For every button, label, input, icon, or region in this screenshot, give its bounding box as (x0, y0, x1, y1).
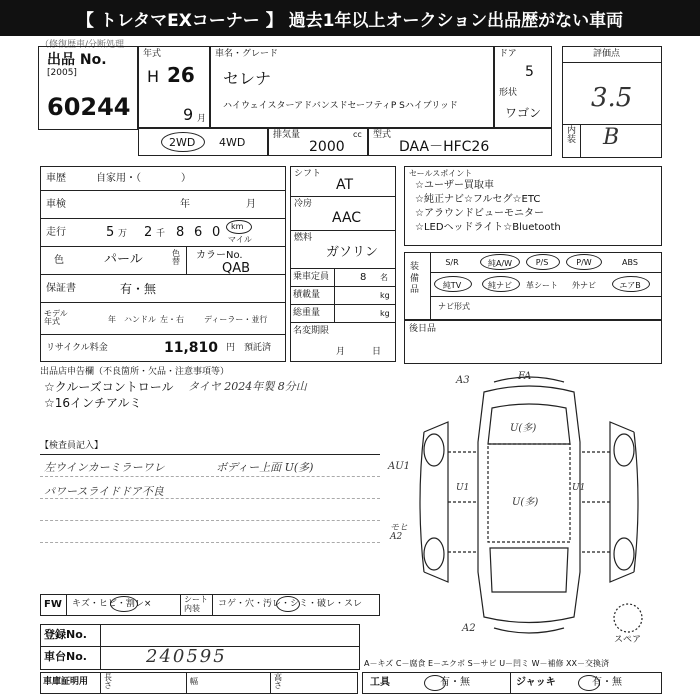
cert-length: 長さ (104, 673, 112, 690)
year-value: 26 (167, 63, 195, 87)
cert-label: 車庫証明用 (43, 677, 89, 687)
displacement-unit: cc (353, 130, 362, 139)
tools-value: 有・無 (440, 677, 470, 688)
color-code: QAB (222, 261, 251, 276)
mileage-unit-mile: マイル (228, 235, 252, 244)
equip-navi-type: ナビ形式 (438, 302, 470, 311)
load-label: 積載量 (293, 290, 321, 300)
seat-label: シート内装 (184, 595, 208, 613)
score-label: 評価点 (593, 49, 621, 59)
jack-label: ジャッキ (516, 677, 556, 688)
dealer: ディーラー・並行 (204, 315, 268, 324)
car-damage-diagram (384, 372, 674, 644)
equip-pw: P/W (576, 258, 592, 267)
mileage-d1: 8 (176, 225, 185, 240)
recycle-label: リサイクル料金 (46, 343, 108, 353)
spare-label: スペア (614, 635, 642, 645)
delivery-label: 後日品 (409, 324, 437, 334)
displacement-value: 2000 (309, 139, 345, 155)
diagram-mark-u1-right: U1 (572, 483, 586, 493)
model-year-year: 年 (108, 315, 116, 324)
color-change: 色替 (172, 249, 180, 266)
car-label: 車名・グレード (215, 49, 279, 59)
equipment-label: 装備品 (410, 262, 420, 296)
diagram-mark-au1: AU1 (388, 461, 411, 472)
cert-height: 高さ (274, 673, 282, 690)
mileage-d2: 6 (194, 225, 203, 240)
inspector-note-2: パワースライドドア不良 (44, 485, 164, 498)
diagram-mark-u-top: U(多) (510, 423, 537, 434)
diagram-mark-u-center: U(多) (512, 497, 539, 508)
drive-4wd: 4WD (219, 136, 246, 149)
handle-label: ハンドル (124, 315, 156, 324)
shift-label: シフト (294, 169, 322, 179)
car-name: セレナ (223, 69, 272, 88)
inspection-year: 年 (180, 199, 190, 210)
inspector-label: 【検査員記入】 (40, 441, 104, 451)
equip-aw: 純A/W (487, 259, 513, 268)
diagram-mark-mohi-a2: モヒ A2 (390, 523, 409, 542)
chassis-value: 240595 (146, 646, 227, 667)
name-change-label: 名変期限 (293, 326, 330, 336)
sales-point-2: ☆純正ナビ☆フルセグ☆ETC (415, 194, 541, 205)
car-grade: ハイウェイスターアドバンスドセーフティP Sハイブリッド (223, 101, 458, 111)
fuel-value: ガソリン (326, 245, 379, 260)
color-no-label: カラーNo. (196, 250, 243, 261)
sales-points-label: セールスポイント (409, 169, 473, 178)
sales-point-4: ☆LEDヘッドライト☆Bluetooth (415, 222, 561, 233)
color-label: 色 (54, 255, 64, 266)
equip-navi: 純ナビ (488, 281, 512, 290)
weight-unit: kg (380, 309, 390, 318)
color-value: パール (104, 252, 143, 267)
lot-box (38, 46, 138, 130)
doors-box (494, 46, 552, 128)
inspection-label: 車検 (46, 199, 66, 210)
tools-label: 工具 (370, 677, 390, 688)
recycle-note: 預託済 (244, 343, 272, 353)
shape-value: ワゴン (505, 106, 542, 120)
year-month-unit: 月 (197, 114, 207, 124)
exhibitor-notes-label: 出品店申告欄（不良箇所・欠品・注意事項等） (40, 367, 230, 377)
name-change-day: 日 (372, 347, 382, 357)
seat-items: コゲ・穴・汚レ・シミ・破レ・スレ (218, 599, 363, 609)
car-box (210, 46, 494, 128)
equip-tv: 純TV (442, 281, 462, 290)
model-label: 型式 (373, 130, 392, 140)
capacity-unit: 名 (380, 273, 388, 282)
damage-legend: A－キズ C－腐食 E－エクボ S－サビ U－凹ミ W－補修 XX－交換済 (364, 659, 610, 668)
weight-label: 総重量 (293, 308, 321, 318)
year-label: 年式 (143, 49, 162, 59)
mileage-sen-unit: 千 (156, 229, 166, 239)
score-value: 3.5 (591, 83, 633, 113)
shift-value: AT (336, 177, 354, 193)
mileage-man-unit: 万 (118, 229, 128, 239)
lot-number: 60244 (47, 93, 131, 121)
diagram-mark-a2: A2 (462, 623, 476, 634)
fw-label: FW (44, 599, 62, 610)
aircon-value: AAC (332, 210, 362, 226)
interior-value: B (603, 125, 620, 150)
inspector-note-3: ボディー上面 U(多) (216, 461, 314, 474)
handle-lr: 左・右 (160, 315, 184, 324)
mileage-man: 5 (106, 225, 115, 240)
sales-points-box (404, 166, 662, 246)
equip-ps: P/S (535, 258, 549, 267)
diagram-mark-a3: A3 (456, 375, 470, 386)
doors-label: ドア (499, 49, 517, 59)
drive-box (138, 128, 268, 156)
model-year-label: モデル年式 (44, 309, 68, 326)
equip-airbag: エアB (619, 281, 641, 290)
mileage-d3: 0 (212, 225, 221, 240)
exhibitor-note-1: ☆クルーズコントロール (44, 380, 174, 394)
banner-title: 【 トレタマEXコーナー 】 過去1年以上オークション出品歴がない車両 (0, 0, 700, 36)
year-era: H (147, 67, 160, 86)
capacity-label: 乗車定員 (293, 272, 330, 282)
delivery-box (404, 320, 662, 364)
chassis-label: 車台No. (44, 650, 87, 663)
subtitle: （修復歴車/分断処理 (40, 40, 125, 50)
exhibitor-handwritten: タイヤ 2024年製 8分山 (188, 380, 307, 393)
inspection-month: 月 (246, 199, 256, 210)
inspector-note-1: 左ウインカーミラーワレ (44, 461, 165, 474)
equip-leather: 革シート (526, 281, 558, 290)
sales-point-3: ☆アラウンドビューモニター (415, 208, 544, 219)
exhibitor-note-2: ☆16インチアルミ (44, 396, 142, 410)
lot-label: 出品 No. (47, 52, 107, 68)
warranty-value: 有・無 (120, 282, 157, 296)
capacity-value: 8 (360, 272, 367, 283)
model-value: DAA－HFC26 (399, 139, 490, 155)
doors-value: 5 (525, 64, 534, 80)
lot-small: [2005] (47, 68, 77, 78)
equip-ext-navi: 外ナビ (572, 281, 596, 290)
sales-point-1: ☆ユーザー買取車 (415, 180, 494, 191)
load-unit: kg (380, 291, 390, 300)
equip-abs: ABS (622, 258, 638, 267)
mileage-sen: 2 (144, 225, 153, 240)
equip-sr: S/R (445, 258, 459, 267)
history-value: 自家用・（ ） (96, 173, 191, 184)
aircon-label: 冷房 (294, 199, 313, 209)
shape-label: 形状 (499, 88, 518, 98)
cert-width: 幅 (190, 677, 198, 686)
displacement-label: 排気量 (273, 130, 301, 140)
name-change-month: 月 (336, 347, 346, 357)
displacement-box (268, 128, 368, 156)
mileage-label: 走行 (46, 227, 66, 238)
diagram-mark-fa: FA (518, 371, 532, 382)
jack-value: 有・無 (592, 677, 622, 688)
mileage-unit-km: km (231, 222, 244, 231)
interior-label: 内装 (567, 126, 577, 145)
diagram-mark-u1-left: U1 (456, 483, 470, 493)
model-box (368, 128, 552, 156)
registration-label: 登録No. (44, 628, 87, 641)
recycle-unit: 円 (226, 343, 236, 353)
history-label: 車歴 (46, 173, 66, 184)
year-box (138, 46, 210, 128)
drive-2wd: 2WD (169, 136, 196, 149)
warranty-label: 保証書 (46, 283, 76, 294)
year-month: 9 (183, 105, 194, 124)
recycle-value: 11,810 (164, 340, 219, 356)
fuel-label: 燃料 (294, 233, 313, 243)
fw-items: キズ・ヒビ・割レ× (72, 599, 152, 609)
